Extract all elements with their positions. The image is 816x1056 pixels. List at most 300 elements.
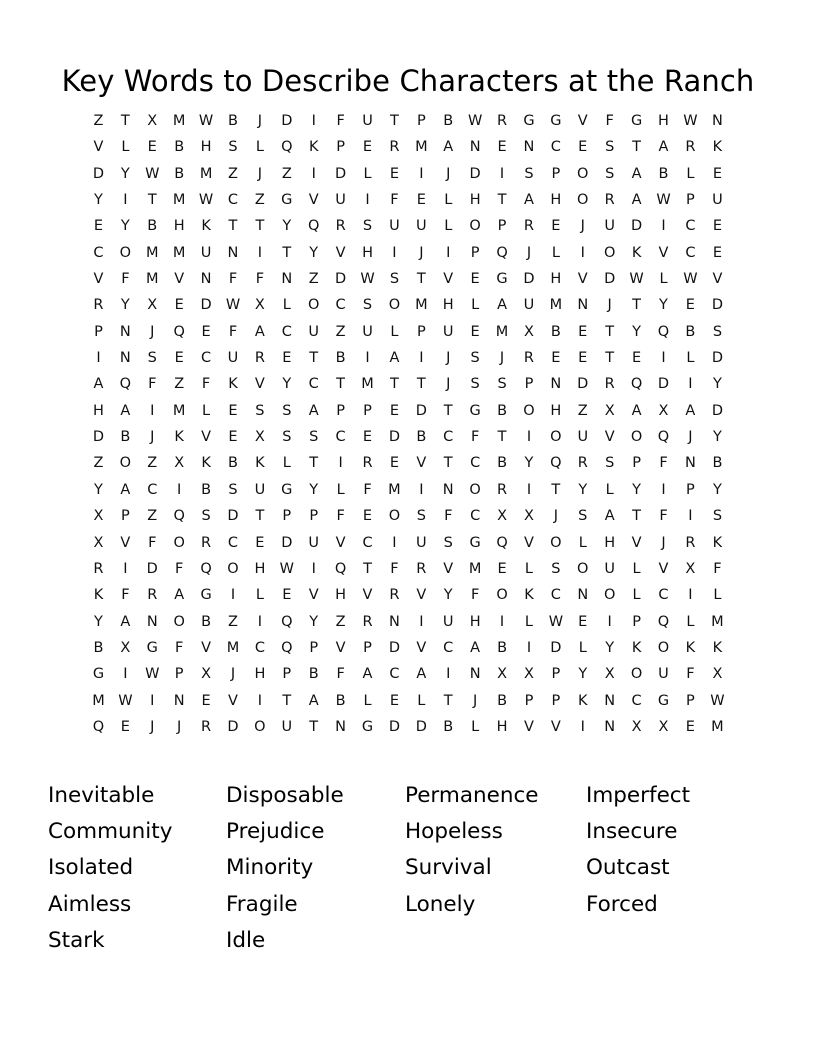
letter-cell[interactable]: F: [659, 508, 668, 525]
letter-cell[interactable]: Q: [657, 613, 670, 630]
letter-cell[interactable]: L: [282, 297, 291, 314]
letter-cell[interactable]: C: [443, 429, 454, 446]
letter-cell[interactable]: C: [335, 429, 346, 446]
letter-cell[interactable]: I: [661, 350, 666, 367]
letter-cell[interactable]: F: [175, 639, 184, 656]
letter-cell[interactable]: T: [605, 323, 615, 340]
letter-cell[interactable]: G: [92, 666, 105, 683]
letter-cell[interactable]: N: [200, 271, 212, 288]
letter-cell[interactable]: Y: [712, 429, 722, 446]
letter-cell[interactable]: S: [605, 165, 615, 182]
letter-cell[interactable]: D: [281, 534, 293, 551]
letter-cell[interactable]: S: [389, 271, 400, 288]
letter-cell[interactable]: W: [198, 192, 214, 209]
letter-cell[interactable]: A: [93, 376, 104, 393]
word-list-item[interactable]: Disposable: [226, 783, 344, 808]
letter-cell[interactable]: Q: [496, 534, 508, 551]
letter-cell[interactable]: K: [631, 639, 642, 656]
letter-cell[interactable]: F: [121, 271, 130, 288]
letter-cell[interactable]: A: [120, 402, 131, 419]
word-list-item[interactable]: Aimless: [48, 891, 132, 917]
letter-cell[interactable]: C: [147, 481, 158, 498]
letter-cell[interactable]: T: [389, 376, 399, 393]
letter-cell[interactable]: O: [119, 244, 132, 261]
letter-cell[interactable]: P: [551, 692, 561, 709]
letter-cell[interactable]: C: [281, 323, 292, 340]
letter-cell[interactable]: X: [120, 639, 131, 656]
letter-cell[interactable]: M: [92, 692, 105, 709]
letter-cell[interactable]: V: [658, 560, 669, 577]
letter-cell[interactable]: D: [415, 402, 427, 419]
letter-cell[interactable]: V: [443, 271, 454, 288]
letter-cell[interactable]: M: [172, 113, 186, 129]
word-list-item[interactable]: Community: [48, 819, 173, 845]
letter-cell[interactable]: O: [630, 429, 643, 446]
letter-cell[interactable]: S: [551, 560, 561, 577]
letter-cell[interactable]: T: [282, 244, 292, 261]
letter-cell[interactable]: E: [685, 297, 695, 314]
letter-cell[interactable]: P: [632, 455, 641, 472]
letter-cell[interactable]: D: [281, 113, 293, 129]
letter-cell[interactable]: A: [308, 402, 319, 419]
letter-cell[interactable]: I: [123, 666, 128, 683]
letter-cell[interactable]: Y: [309, 244, 319, 261]
letter-cell[interactable]: H: [254, 666, 266, 683]
letter-cell[interactable]: Q: [281, 139, 293, 156]
letter-cell[interactable]: Z: [174, 376, 185, 393]
letter-cell[interactable]: X: [685, 560, 696, 577]
letter-cell[interactable]: S: [228, 139, 238, 156]
letter-cell[interactable]: R: [685, 534, 696, 551]
letter-cell[interactable]: W: [467, 113, 483, 129]
letter-cell[interactable]: C: [254, 639, 265, 656]
letter-cell[interactable]: C: [550, 587, 561, 604]
letter-cell[interactable]: K: [201, 218, 211, 235]
letter-cell[interactable]: O: [388, 297, 401, 314]
letter-cell[interactable]: A: [416, 666, 427, 683]
letter-cell[interactable]: R: [416, 560, 427, 577]
letter-cell[interactable]: U: [308, 534, 320, 551]
letter-cell[interactable]: M: [415, 139, 428, 156]
word-list-item[interactable]: Stark: [48, 927, 105, 953]
letter-cell[interactable]: L: [524, 613, 533, 630]
letter-cell[interactable]: I: [419, 165, 424, 182]
letter-cell[interactable]: T: [443, 455, 453, 472]
letter-cell[interactable]: E: [201, 692, 211, 709]
letter-cell[interactable]: N: [550, 376, 562, 393]
letter-cell[interactable]: I: [607, 613, 612, 630]
letter-cell[interactable]: M: [172, 402, 186, 419]
letter-cell[interactable]: I: [499, 613, 505, 630]
letter-cell[interactable]: Z: [335, 613, 346, 630]
letter-cell[interactable]: E: [712, 244, 722, 261]
letter-cell[interactable]: S: [362, 297, 373, 314]
letter-cell[interactable]: Q: [173, 508, 185, 525]
letter-cell[interactable]: G: [469, 534, 481, 551]
letter-cell[interactable]: Y: [309, 481, 319, 498]
letter-cell[interactable]: T: [632, 508, 641, 525]
letter-cell[interactable]: B: [497, 402, 508, 419]
letter-cell[interactable]: G: [469, 402, 481, 419]
letter-cell[interactable]: O: [469, 218, 481, 235]
letter-cell[interactable]: K: [685, 639, 696, 656]
letter-cell[interactable]: I: [526, 639, 532, 656]
letter-cell[interactable]: V: [93, 271, 104, 288]
letter-cell[interactable]: Q: [281, 639, 293, 656]
letter-cell[interactable]: P: [282, 666, 292, 683]
letter-cell[interactable]: T: [389, 113, 399, 129]
letter-cell[interactable]: H: [200, 139, 212, 156]
letter-cell[interactable]: N: [604, 692, 616, 709]
letter-cell[interactable]: T: [255, 508, 265, 525]
letter-cell[interactable]: G: [523, 113, 535, 129]
letter-cell[interactable]: E: [174, 297, 184, 314]
letter-cell[interactable]: F: [686, 666, 695, 683]
letter-cell[interactable]: Z: [308, 271, 319, 288]
letter-cell[interactable]: P: [309, 508, 319, 525]
letter-cell[interactable]: N: [684, 455, 696, 472]
word-list-item[interactable]: Idle: [226, 927, 266, 953]
letter-cell[interactable]: P: [470, 244, 480, 261]
letter-cell[interactable]: K: [308, 139, 319, 156]
letter-cell[interactable]: E: [147, 139, 157, 156]
letter-cell[interactable]: P: [524, 376, 534, 393]
letter-cell[interactable]: Q: [92, 718, 105, 735]
letter-cell[interactable]: W: [198, 113, 214, 129]
letter-cell[interactable]: N: [604, 718, 616, 735]
letter-cell[interactable]: I: [338, 455, 343, 472]
letter-cell[interactable]: S: [712, 323, 723, 340]
letter-cell[interactable]: B: [201, 481, 212, 498]
letter-cell[interactable]: V: [416, 587, 427, 604]
letter-cell[interactable]: L: [686, 613, 695, 630]
letter-cell[interactable]: B: [308, 666, 319, 683]
letter-cell[interactable]: A: [443, 139, 454, 156]
word-list-item[interactable]: Hopeless: [405, 819, 503, 845]
letter-cell[interactable]: X: [174, 455, 185, 472]
letter-cell[interactable]: M: [199, 165, 213, 182]
word-list-item[interactable]: Isolated: [48, 855, 134, 881]
letter-cell[interactable]: J: [661, 534, 666, 551]
letter-cell[interactable]: S: [147, 350, 157, 367]
letter-cell[interactable]: Y: [120, 297, 130, 314]
letter-cell[interactable]: W: [656, 192, 671, 209]
letter-cell[interactable]: L: [659, 271, 668, 288]
letter-cell[interactable]: Y: [659, 297, 668, 314]
letter-cell[interactable]: F: [148, 376, 157, 393]
letter-cell[interactable]: S: [443, 534, 453, 551]
letter-cell[interactable]: F: [148, 534, 157, 551]
letter-cell[interactable]: T: [632, 297, 641, 314]
letter-cell[interactable]: H: [550, 271, 562, 288]
letter-cell[interactable]: P: [416, 323, 426, 340]
letter-cell[interactable]: I: [150, 402, 155, 419]
letter-cell[interactable]: R: [389, 587, 400, 604]
letter-cell[interactable]: V: [335, 244, 346, 261]
letter-cell[interactable]: N: [577, 297, 589, 314]
letter-cell[interactable]: T: [443, 402, 453, 419]
letter-cell[interactable]: I: [257, 613, 263, 630]
letter-cell[interactable]: S: [470, 350, 480, 367]
letter-cell[interactable]: S: [282, 429, 292, 446]
letter-cell[interactable]: S: [605, 455, 615, 472]
letter-cell[interactable]: L: [336, 481, 345, 498]
letter-cell[interactable]: T: [497, 429, 507, 446]
letter-cell[interactable]: B: [228, 455, 238, 472]
letter-cell[interactable]: P: [686, 692, 695, 709]
letter-cell[interactable]: W: [629, 271, 644, 288]
letter-cell[interactable]: U: [335, 192, 346, 209]
letter-cell[interactable]: J: [150, 429, 155, 446]
letter-cell[interactable]: O: [254, 718, 266, 735]
letter-cell[interactable]: T: [551, 481, 561, 498]
letter-cell[interactable]: I: [688, 508, 693, 525]
letter-cell[interactable]: E: [712, 218, 722, 235]
letter-cell[interactable]: L: [632, 587, 641, 604]
letter-cell[interactable]: E: [255, 534, 265, 551]
letter-cell[interactable]: D: [469, 165, 481, 182]
letter-cell[interactable]: X: [201, 666, 212, 683]
letter-cell[interactable]: K: [93, 587, 104, 604]
letter-cell[interactable]: F: [255, 271, 265, 288]
letter-cell[interactable]: H: [173, 218, 185, 235]
letter-cell[interactable]: T: [120, 113, 130, 129]
letter-cell[interactable]: R: [604, 376, 615, 393]
letter-cell[interactable]: V: [120, 534, 131, 551]
letter-cell[interactable]: V: [443, 560, 454, 577]
letter-cell[interactable]: Q: [200, 560, 212, 577]
letter-cell[interactable]: W: [118, 692, 133, 709]
letter-cell[interactable]: F: [201, 376, 211, 393]
letter-cell[interactable]: D: [577, 376, 589, 393]
letter-cell[interactable]: L: [632, 560, 641, 577]
letter-cell[interactable]: I: [688, 587, 693, 604]
letter-cell[interactable]: Y: [632, 481, 641, 498]
letter-cell[interactable]: C: [308, 376, 319, 393]
letter-cell[interactable]: E: [362, 139, 373, 156]
letter-cell[interactable]: H: [442, 297, 454, 314]
letter-cell[interactable]: B: [174, 139, 185, 156]
letter-cell[interactable]: N: [119, 323, 131, 340]
letter-cell[interactable]: B: [443, 718, 454, 735]
letter-cell[interactable]: X: [147, 297, 158, 314]
letter-cell[interactable]: R: [362, 613, 373, 630]
letter-cell[interactable]: B: [550, 323, 561, 340]
letter-cell[interactable]: A: [604, 508, 615, 525]
letter-cell[interactable]: D: [657, 376, 670, 393]
letter-cell[interactable]: Q: [496, 244, 508, 261]
letter-cell[interactable]: S: [416, 508, 426, 525]
letter-cell[interactable]: L: [363, 692, 372, 709]
letter-cell[interactable]: J: [607, 297, 612, 314]
letter-cell[interactable]: V: [416, 639, 427, 656]
letter-cell[interactable]: E: [282, 350, 292, 367]
letter-cell[interactable]: P: [497, 218, 507, 235]
letter-cell[interactable]: R: [201, 718, 212, 735]
letter-cell[interactable]: E: [282, 587, 292, 604]
letter-cell[interactable]: L: [471, 297, 480, 314]
letter-cell[interactable]: R: [362, 455, 373, 472]
word-list-item[interactable]: Survival: [405, 855, 492, 881]
letter-cell[interactable]: E: [578, 613, 588, 630]
letter-cell[interactable]: I: [446, 244, 451, 261]
letter-cell[interactable]: V: [362, 587, 373, 604]
letter-cell[interactable]: T: [443, 692, 453, 709]
letter-cell[interactable]: V: [416, 455, 427, 472]
letter-cell[interactable]: P: [363, 402, 372, 419]
word-list-item[interactable]: Minority: [226, 855, 314, 881]
letter-cell[interactable]: E: [416, 192, 426, 209]
letter-cell[interactable]: N: [711, 113, 723, 129]
letter-cell[interactable]: M: [172, 244, 186, 261]
letter-cell[interactable]: Q: [657, 323, 670, 340]
letter-cell[interactable]: L: [255, 139, 264, 156]
letter-cell[interactable]: Z: [93, 455, 104, 472]
word-list-item[interactable]: Prejudice: [226, 819, 325, 845]
letter-cell[interactable]: K: [712, 534, 723, 551]
letter-cell[interactable]: V: [604, 429, 615, 446]
letter-cell[interactable]: D: [200, 297, 212, 314]
letter-cell[interactable]: I: [419, 613, 424, 630]
word-list-item[interactable]: Inevitable: [48, 783, 155, 808]
letter-cell[interactable]: T: [336, 376, 346, 393]
letter-cell[interactable]: S: [228, 481, 238, 498]
letter-cell[interactable]: B: [497, 692, 508, 709]
letter-cell[interactable]: O: [550, 534, 562, 551]
letter-cell[interactable]: W: [225, 297, 241, 314]
letter-cell[interactable]: R: [577, 455, 588, 472]
letter-cell[interactable]: S: [255, 402, 265, 419]
letter-cell[interactable]: P: [686, 192, 695, 209]
letter-cell[interactable]: I: [311, 560, 316, 577]
letter-cell[interactable]: H: [658, 113, 669, 129]
letter-cell[interactable]: O: [550, 429, 562, 446]
letter-cell[interactable]: L: [363, 165, 372, 182]
letter-cell[interactable]: T: [497, 192, 507, 209]
letter-cell[interactable]: C: [685, 218, 696, 235]
letter-cell[interactable]: V: [550, 718, 561, 735]
letter-cell[interactable]: F: [228, 271, 238, 288]
letter-cell[interactable]: I: [688, 376, 693, 393]
letter-cell[interactable]: X: [658, 718, 669, 735]
letter-cell[interactable]: N: [335, 718, 347, 735]
letter-cell[interactable]: Z: [577, 402, 588, 419]
letter-cell[interactable]: V: [523, 718, 534, 735]
letter-cell[interactable]: I: [392, 534, 397, 551]
letter-cell[interactable]: L: [578, 534, 587, 551]
letter-cell[interactable]: L: [686, 165, 695, 182]
letter-cell[interactable]: J: [580, 218, 585, 235]
letter-cell[interactable]: I: [123, 192, 128, 209]
letter-cell[interactable]: I: [446, 666, 451, 683]
letter-cell[interactable]: V: [228, 692, 238, 709]
letter-cell[interactable]: D: [227, 508, 239, 525]
letter-cell[interactable]: D: [630, 218, 643, 235]
letter-cell[interactable]: V: [308, 192, 319, 209]
letter-cell[interactable]: E: [362, 429, 373, 446]
letter-cell[interactable]: W: [548, 613, 564, 630]
letter-cell[interactable]: Q: [657, 429, 670, 446]
letter-cell[interactable]: A: [174, 587, 185, 604]
letter-cell[interactable]: T: [309, 350, 319, 367]
letter-cell[interactable]: F: [336, 508, 345, 525]
letter-cell[interactable]: I: [257, 244, 263, 261]
letter-cell[interactable]: I: [257, 692, 263, 709]
letter-cell[interactable]: A: [120, 481, 131, 498]
letter-cell[interactable]: W: [683, 113, 698, 129]
letter-cell[interactable]: P: [524, 692, 534, 709]
letter-cell[interactable]: C: [335, 297, 346, 314]
letter-cell[interactable]: C: [685, 244, 696, 261]
letter-cell[interactable]: O: [523, 402, 535, 419]
letter-cell[interactable]: U: [227, 350, 239, 367]
letter-cell[interactable]: S: [578, 508, 588, 525]
letter-cell[interactable]: O: [388, 508, 401, 525]
letter-cell[interactable]: Q: [630, 376, 643, 393]
letter-cell[interactable]: Z: [281, 165, 292, 182]
letter-cell[interactable]: F: [470, 587, 480, 604]
letter-cell[interactable]: A: [631, 165, 642, 182]
letter-cell[interactable]: F: [121, 587, 130, 604]
letter-cell[interactable]: E: [578, 323, 588, 340]
letter-cell[interactable]: R: [685, 139, 696, 156]
letter-cell[interactable]: Y: [578, 666, 588, 683]
letter-cell[interactable]: H: [550, 192, 562, 209]
letter-cell[interactable]: M: [415, 297, 428, 314]
letter-cell[interactable]: K: [631, 244, 642, 261]
letter-cell[interactable]: P: [551, 165, 561, 182]
letter-cell[interactable]: P: [632, 613, 641, 630]
letter-cell[interactable]: C: [550, 139, 561, 156]
letter-cell[interactable]: M: [146, 271, 159, 288]
letter-cell[interactable]: U: [362, 323, 373, 340]
letter-cell[interactable]: M: [172, 192, 186, 209]
letter-cell[interactable]: L: [444, 218, 453, 235]
letter-cell[interactable]: C: [93, 244, 104, 261]
letter-cell[interactable]: S: [282, 402, 292, 419]
letter-cell[interactable]: H: [362, 244, 373, 261]
letter-cell[interactable]: R: [523, 218, 534, 235]
letter-cell[interactable]: O: [657, 639, 670, 656]
letter-cell[interactable]: K: [524, 587, 534, 604]
letter-cell[interactable]: I: [230, 587, 236, 604]
letter-cell[interactable]: L: [524, 560, 533, 577]
letter-cell[interactable]: O: [307, 297, 320, 314]
letter-cell[interactable]: L: [121, 139, 130, 156]
letter-cell[interactable]: I: [150, 692, 155, 709]
letter-cell[interactable]: H: [93, 402, 104, 419]
letter-cell[interactable]: B: [416, 429, 427, 446]
letter-cell[interactable]: T: [416, 271, 426, 288]
letter-cell[interactable]: E: [201, 323, 211, 340]
letter-cell[interactable]: Y: [524, 455, 534, 472]
letter-cell[interactable]: A: [631, 402, 642, 419]
letter-cell[interactable]: A: [523, 192, 534, 209]
letter-cell[interactable]: X: [147, 113, 158, 129]
letter-cell[interactable]: A: [362, 666, 373, 683]
letter-cell[interactable]: J: [446, 376, 451, 393]
letter-cell[interactable]: V: [577, 271, 588, 288]
letter-cell[interactable]: N: [119, 350, 131, 367]
letter-cell[interactable]: V: [335, 639, 346, 656]
letter-cell[interactable]: C: [470, 508, 481, 525]
letter-cell[interactable]: Y: [120, 165, 130, 182]
letter-cell[interactable]: R: [604, 192, 615, 209]
letter-cell[interactable]: F: [336, 666, 345, 683]
letter-cell[interactable]: Q: [173, 323, 185, 340]
letter-cell[interactable]: A: [497, 297, 507, 314]
letter-cell[interactable]: P: [363, 639, 372, 656]
